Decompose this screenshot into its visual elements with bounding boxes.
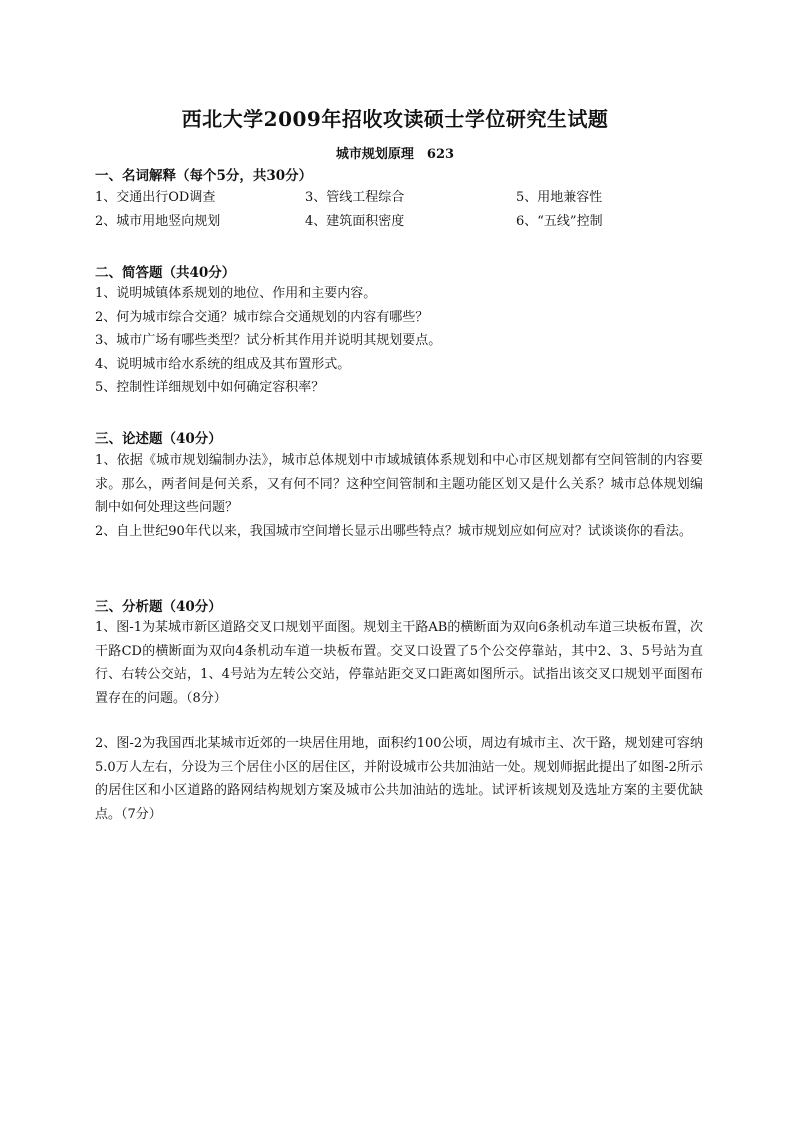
section-1-heading: 一、名词解释（每个5分，共30分） (95, 168, 313, 184)
question-item: 2、何为城市综合交通？城市综合交通规划的内容有哪些？ (95, 309, 429, 325)
question-item: 1、说明城镇体系规划的地位、作用和主要内容。 (95, 286, 377, 301)
exam-subtitle: 城市规划原理 623 (335, 147, 455, 162)
term-row (95, 210, 705, 234)
short-answer-list (95, 282, 703, 400)
essay-list (95, 449, 703, 543)
question-item: 2、自上世纪90年代以来，我国城市空间增长显示出哪些特点？城市规划应如何应对？试谈谈你的看法。 (95, 523, 692, 539)
term-row (95, 186, 705, 210)
term-item: 3、管线工程综合 (305, 190, 405, 205)
question-item: 1、依据《城市规划编制办法》，城市总体规划中市域城镇体系规划和中心市区规划都有空间管制的内容要求。那么，两者间是何关系，又有何不同？这种空间管制和主题功能区划又是什么关系？城市总体规划编制中如何处理这些问题？ (95, 453, 703, 515)
question-item: 1、图-1为某城市新区道路交叉口规划平面图。规划主干路AB的横断面为双向6条机动车道三块板布置，次干路CD的横断面为双向4条机动车道一块板布置。交叉口设置了5个公交停靠站，其中2、3、5号站为直行、右转公交站，1、4号站为左转公交站，停靠站距交叉口距离如图所示。试指出该交叉口规划平面图布置存在的问题。（8分） (95, 620, 703, 706)
section-2-heading: 二、简答题（共40分） (95, 265, 236, 281)
term-item: 6、“五线”控制 (516, 214, 603, 229)
exam-title: 西北大学2009年招收攻读硕士学位研究生试题 (181, 107, 609, 131)
question-item: 2、图-2为我国西北某城市近郊的一块居住用地，面积约100公顷，周边有城市主、次干路，规划建可容纳5.0万人左右，分设为三个居住小区的居住区，并附设城市公共加油站一处。规划师据此提出了如图-2所示的居住区和小区道路的路网结构规划方案及城市公共加油站的选址。试评析该规划及选址方案的主要优缺点。（7分） (95, 736, 703, 822)
question-item: 3、城市广场有哪些类型？试分析其作用并说明其规划要点。 (95, 333, 442, 348)
term-item: 1、交通出行OD调查 (95, 190, 216, 205)
question-item: 4、说明城市给水系统的组成及其布置形式。 (95, 356, 351, 372)
section-4-heading: 三、分析题（40分） (95, 599, 222, 615)
analysis-list (95, 616, 703, 826)
term-item: 2、城市用地竖向规划 (95, 214, 221, 229)
term-item: 5、用地兼容性 (516, 190, 603, 205)
section-3-heading: 三、论述题（40分） (95, 431, 222, 447)
term-item: 4、建筑面积密度 (305, 214, 405, 229)
term-grid (95, 186, 705, 234)
question-item: 5、控制性详细规划中如何确定容积率？ (95, 380, 325, 395)
